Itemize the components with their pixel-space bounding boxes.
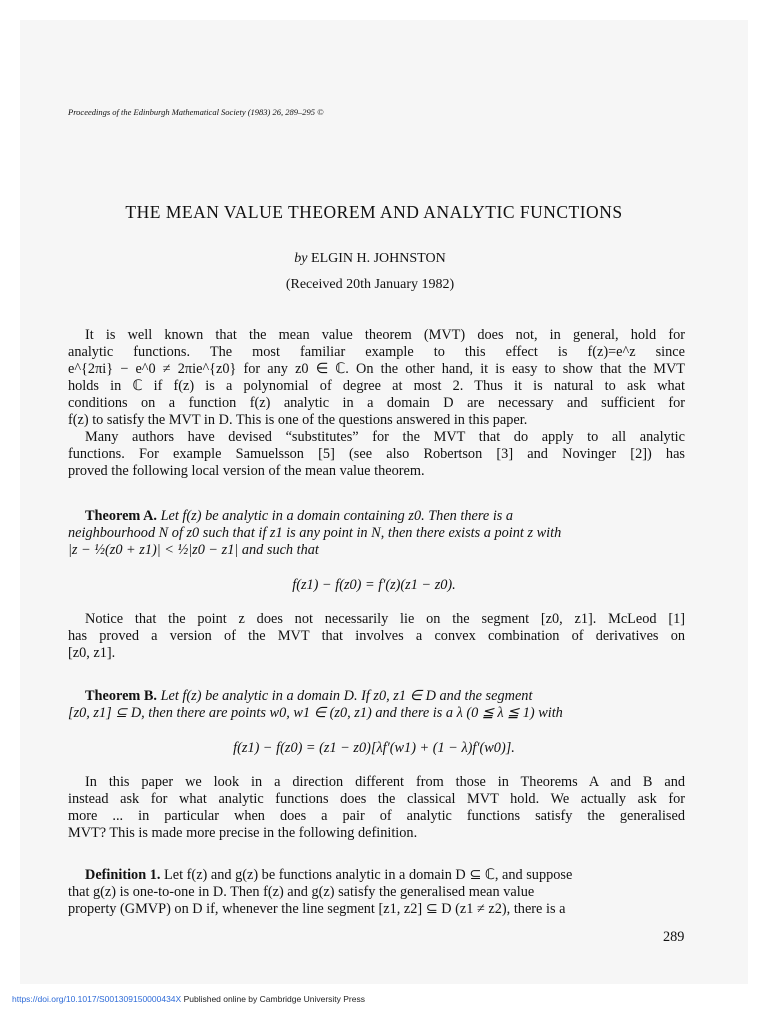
doi-footer — [12, 994, 365, 1004]
para1-line: e^{2πi} − e^0 ≠ 2πie^{z0} for any z0 ∈ ℂ. On the other hand, it is easy to show that the MVT — [68, 361, 685, 377]
received-date: (Received 20th January 1982) — [285, 277, 455, 292]
paragraph-4 — [68, 774, 685, 842]
theorem-b-line — [68, 705, 685, 722]
theorem-a-line — [68, 508, 685, 525]
definition-line — [68, 884, 685, 901]
para3-line: [z0, z1]. — [68, 645, 116, 661]
intro-paragraphs — [68, 327, 685, 480]
byline — [0, 251, 740, 267]
theorem-b-text: Let f(z) be analytic in a domain D. If z0, z1 ∈ D and the segment — [160, 688, 533, 704]
para1-line: conditions on a function f(z) analytic in a domain D are necessary and sufficient for — [68, 395, 685, 411]
doi-link[interactable]: https://doi.org/10.1017/S001309150000434X — [12, 994, 182, 1004]
definition-label: Definition 1. — [85, 867, 161, 883]
byline-by: by — [294, 251, 308, 266]
paper-title: THE MEAN VALUE THEOREM AND ANALYTIC FUNCTIONS — [125, 202, 623, 222]
para4-line: more ... in particular when does a pair of analytic functions satisfy the generalised — [68, 808, 685, 824]
theorem-a-line — [68, 525, 685, 542]
theorem-a-line — [68, 542, 685, 559]
definition-text: that g(z) is one-to-one in D. Then f(z) and g(z) satisfy the generalised mean value — [68, 884, 535, 900]
para4-line: In this paper we look in a direction different from those in Theorems A and B and — [85, 774, 685, 790]
theorem-a-text: Let f(z) be analytic in a domain containing z0. Then there is a — [160, 508, 514, 524]
theorem-b-text: [z0, z1] ⊆ D, then there are points w0, w1 ∈ (z0, z1) and there is a λ (0 ≦ λ ≦ 1) with — [68, 705, 563, 721]
theorem-b — [68, 688, 685, 722]
para1-line: analytic functions. The most familiar example to this effect is f(z)=e^z since — [68, 344, 685, 360]
theorem-b-label: Theorem B. — [85, 688, 158, 704]
definition-1 — [68, 867, 685, 918]
theorem-a — [68, 508, 685, 559]
theorem-a-label: Theorem A. — [85, 508, 158, 524]
para2-line: proved the following local version of the mean value theorem. — [68, 463, 425, 479]
theorem-a-text: |z − ½(z0 + z1)| < ½|z0 − z1| and such that — [68, 542, 319, 558]
para1-line: f(z) to satisfy the MVT in D. This is one of the questions answered in this paper. — [68, 412, 528, 428]
definition-line — [68, 867, 685, 884]
para2-line: Many authors have devised “substitutes” for the MVT that do apply to all analytic — [85, 429, 685, 445]
doi-suffix: Published online by Cambridge University Press — [181, 994, 365, 1004]
theorem-a-text: neighbourhood N of z0 such that if z1 is any point in N, then there exists a point z with — [68, 525, 562, 541]
page-number: 289 — [663, 929, 685, 945]
author-name: ELGIN H. JOHNSTON — [311, 251, 446, 266]
equation-b: f(z1) − f(z0) = (z1 − z0)[λf′(w1) + (1 − λ)f′(w0)]. — [233, 740, 515, 756]
para1-line: It is well known that the mean value theorem (MVT) does not, in general, hold for — [85, 327, 685, 343]
para3-line: has proved a version of the MVT that involves a convex combination of derivatives on — [68, 628, 685, 644]
para1-line: holds in ℂ if f(z) is a polynomial of degree at most 2. Thus it is natural to ask what — [68, 378, 685, 394]
paragraph-3 — [68, 611, 685, 662]
para3-line: Notice that the point z does not necessarily lie on the segment [z0, z1]. McLeod [1] — [85, 611, 685, 627]
definition-line — [68, 901, 685, 918]
para4-line: MVT? This is made more precise in the following definition. — [68, 825, 418, 841]
theorem-b-line — [68, 688, 685, 705]
definition-text: Let f(z) and g(z) be functions analytic in a domain D ⊆ ℂ, and suppose — [164, 867, 573, 883]
para2-line: functions. For example Samuelsson [5] (see also Robertson [3] and Novinger [2]) has — [68, 446, 685, 462]
para4-line: instead ask for what analytic functions does the classical MVT hold. We actually ask for — [68, 791, 685, 807]
journal-header: Proceedings of the Edinburgh Mathematical Society (1983) 26, 289–295 © — [68, 107, 324, 117]
definition-text: property (GMVP) on D if, whenever the line segment [z1, z2] ⊆ D (z1 ≠ z2), there is a — [68, 901, 566, 917]
equation-a: f(z1) − f(z0) = f′(z)(z1 − z0). — [292, 577, 456, 593]
